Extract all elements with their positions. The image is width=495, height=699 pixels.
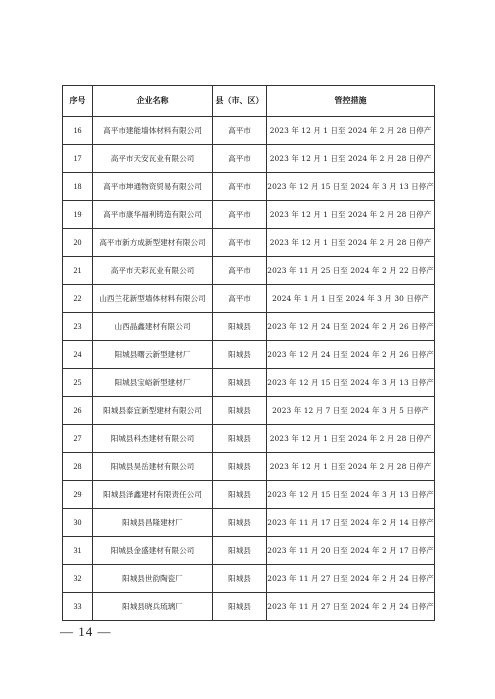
cell-company-name: 高平市新方成新型建材有限公司 [93, 229, 213, 257]
cell-control-measure: 2023 年 12 月 24 日至 2024 年 2 月 26 日停产 [267, 341, 435, 369]
cell-control-measure: 2023 年 12 月 1 日至 2024 年 2 月 28 日停产 [267, 453, 435, 481]
table-row [63, 369, 435, 397]
cell-company-name: 阳城县昊岳建材有限公司 [93, 453, 213, 481]
table-body [63, 117, 435, 621]
table-row [63, 313, 435, 341]
cell-county: 阳城县 [213, 593, 267, 621]
cell-company-name: 阳城县泰宜新型建材有限公司 [93, 397, 213, 425]
cell-control-measure: 2023 年 12 月 15 日至 2024 年 3 月 13 日停产 [267, 481, 435, 509]
cell-company-name: 阳城县科杰建材有限公司 [93, 425, 213, 453]
cell-control-measure: 2023 年 12 月 1 日至 2024 年 2 月 28 日停产 [267, 425, 435, 453]
cell-control-measure: 2023 年 12 月 15 日至 2024 年 3 月 13 日停产 [267, 173, 435, 201]
cell-control-measure: 2024 年 1 月 1 日至 2024 年 3 月 30 日停产 [267, 285, 435, 313]
table-row [63, 397, 435, 425]
table-row [63, 201, 435, 229]
table-row [63, 453, 435, 481]
cell-county: 阳城县 [213, 481, 267, 509]
cell-serial-number: 32 [63, 565, 93, 593]
cell-county: 阳城县 [213, 313, 267, 341]
table-row [63, 593, 435, 621]
cell-serial-number: 26 [63, 397, 93, 425]
header-serial-number: 序号 [63, 86, 93, 117]
cell-company-name: 阳城县晓兵琉璃厂 [93, 593, 213, 621]
cell-control-measure: 2023 年 12 月 1 日至 2024 年 2 月 28 日停产 [267, 229, 435, 257]
cell-company-name: 阳城县世韵陶瓷厂 [93, 565, 213, 593]
table-row [63, 257, 435, 285]
cell-serial-number: 17 [63, 145, 93, 173]
cell-company-name: 高平市康华福利铸造有限公司 [93, 201, 213, 229]
cell-county: 阳城县 [213, 537, 267, 565]
cell-county: 高平市 [213, 173, 267, 201]
cell-company-name: 高平市坤通物资贸易有限公司 [93, 173, 213, 201]
table-row [63, 229, 435, 257]
cell-company-name: 阳城县昌隆建材厂 [93, 509, 213, 537]
cell-county: 高平市 [213, 229, 267, 257]
cell-company-name: 阳城县金盛建材有限公司 [93, 537, 213, 565]
header-control-measure: 管控措施 [267, 86, 435, 117]
cell-control-measure: 2023 年 12 月 7 日至 2024 年 3 月 5 日停产 [267, 397, 435, 425]
cell-control-measure: 2023 年 11 月 25 日至 2024 年 2 月 22 日停产 [267, 257, 435, 285]
cell-serial-number: 22 [63, 285, 93, 313]
cell-control-measure: 2023 年 12 月 24 日至 2024 年 2 月 26 日停产 [267, 313, 435, 341]
table-row [63, 341, 435, 369]
cell-serial-number: 16 [63, 117, 93, 145]
cell-company-name: 高平市天彩瓦业有限公司 [93, 257, 213, 285]
cell-company-name: 高平市天安瓦业有限公司 [93, 145, 213, 173]
header-county: 县（市、区） [213, 86, 267, 117]
cell-serial-number: 23 [63, 313, 93, 341]
cell-company-name: 高平市建能墙体材料有限公司 [93, 117, 213, 145]
cell-county: 阳城县 [213, 425, 267, 453]
cell-control-measure: 2023 年 12 月 1 日至 2024 年 2 月 28 日停产 [267, 201, 435, 229]
table-row [63, 481, 435, 509]
cell-serial-number: 21 [63, 257, 93, 285]
cell-control-measure: 2023 年 12 月 1 日至 2024 年 2 月 28 日停产 [267, 117, 435, 145]
cell-control-measure: 2023 年 12 月 1 日至 2024 年 2 月 28 日停产 [267, 145, 435, 173]
cell-county: 高平市 [213, 145, 267, 173]
cell-control-measure: 2023 年 11 月 20 日至 2024 年 2 月 17 日停产 [267, 537, 435, 565]
cell-serial-number: 33 [63, 593, 93, 621]
cell-serial-number: 18 [63, 173, 93, 201]
cell-serial-number: 19 [63, 201, 93, 229]
cell-company-name: 阳城县曙云新型建材厂 [93, 341, 213, 369]
table-row [63, 173, 435, 201]
cell-company-name: 阳城县宝峪新型建材厂 [93, 369, 213, 397]
header-company-name: 企业名称 [93, 86, 213, 117]
cell-serial-number: 27 [63, 425, 93, 453]
cell-company-name: 阳城县泽鑫建材有限责任公司 [93, 481, 213, 509]
table-row [63, 509, 435, 537]
cell-county: 阳城县 [213, 565, 267, 593]
control-measures-table [62, 85, 435, 621]
table-row [63, 285, 435, 313]
cell-county: 阳城县 [213, 509, 267, 537]
cell-county: 阳城县 [213, 453, 267, 481]
table-row [63, 425, 435, 453]
page-number: — 14 — [60, 624, 112, 639]
cell-county: 阳城县 [213, 369, 267, 397]
header-row [63, 86, 435, 117]
cell-company-name: 山西兰花新型墙体材料有限公司 [93, 285, 213, 313]
table-row [63, 537, 435, 565]
cell-serial-number: 29 [63, 481, 93, 509]
cell-serial-number: 28 [63, 453, 93, 481]
cell-control-measure: 2023 年 11 月 17 日至 2024 年 2 月 14 日停产 [267, 509, 435, 537]
table-row [63, 145, 435, 173]
table-header [63, 86, 435, 117]
table-row [63, 117, 435, 145]
table-row [63, 565, 435, 593]
cell-serial-number: 25 [63, 369, 93, 397]
cell-county: 阳城县 [213, 341, 267, 369]
cell-control-measure: 2023 年 11 月 27 日至 2024 年 2 月 24 日停产 [267, 593, 435, 621]
cell-company-name: 山西晶鑫建材有限公司 [93, 313, 213, 341]
cell-county: 高平市 [213, 201, 267, 229]
cell-county: 高平市 [213, 285, 267, 313]
cell-county: 高平市 [213, 257, 267, 285]
cell-serial-number: 24 [63, 341, 93, 369]
cell-county: 高平市 [213, 117, 267, 145]
cell-control-measure: 2023 年 11 月 27 日至 2024 年 2 月 24 日停产 [267, 565, 435, 593]
cell-serial-number: 31 [63, 537, 93, 565]
cell-serial-number: 30 [63, 509, 93, 537]
cell-control-measure: 2023 年 12 月 15 日至 2024 年 3 月 13 日停产 [267, 369, 435, 397]
cell-serial-number: 20 [63, 229, 93, 257]
cell-county: 阳城县 [213, 397, 267, 425]
